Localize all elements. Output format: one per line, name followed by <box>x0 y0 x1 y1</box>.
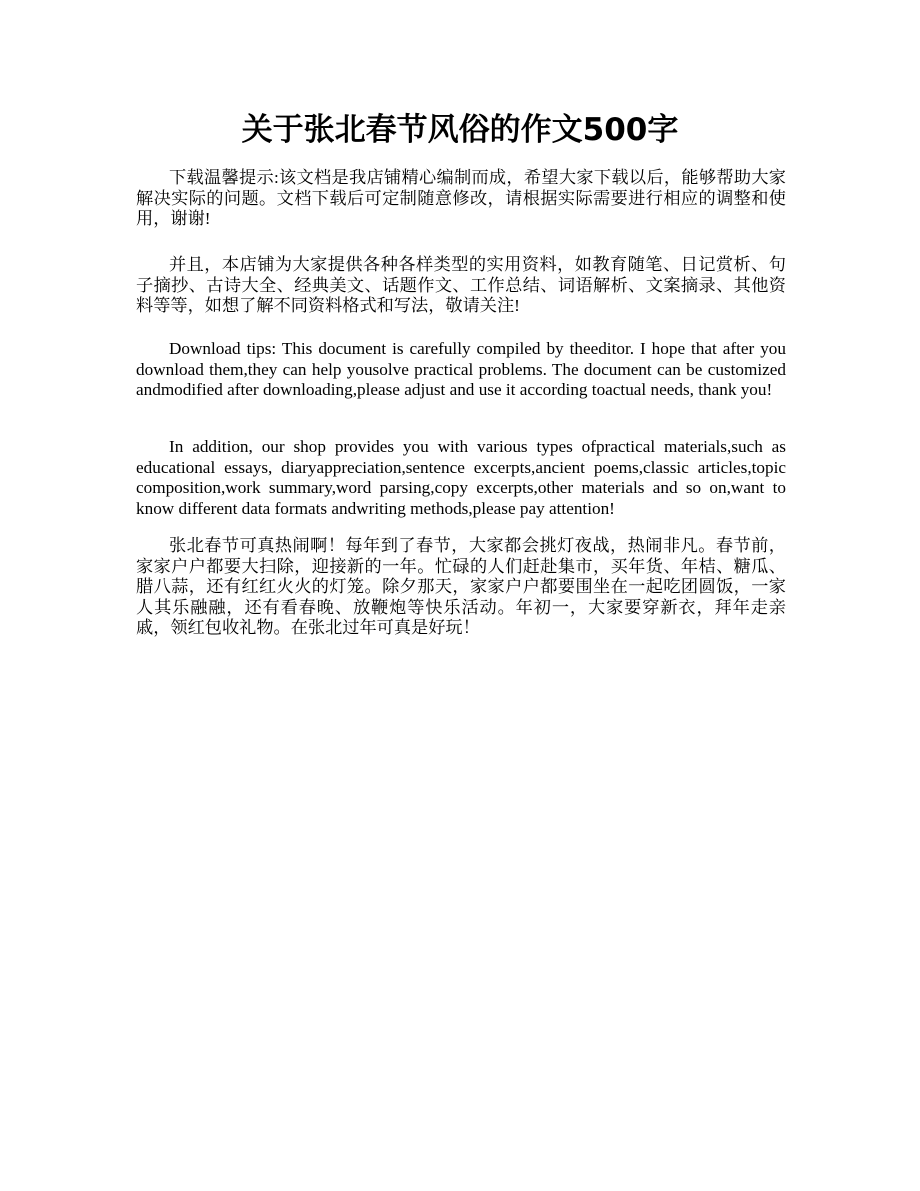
paragraph-shop-notice-cn: 并且，本店铺为大家提供各种各样类型的实用资料，如教育随笔、日记赏析、句子摘抄、古诗大全、经典美文、话题作文、工作总结、词语解析、文案摘录、其他资料等等，如想了解不同资料格式和写法，敬请关注! <box>136 255 786 316</box>
paragraph-essay-body: 张北春节可真热闹啊！每年到了春节，大家都会挑灯夜战，热闹非凡。春节前，家家户户都要大扫除，迎接新的一年。忙碌的人们赶赴集市，买年货、年桔、糖瓜、腊八蒜，还有红红火火的灯笼。除夕那天，家家户户都要围坐在一起吃团圆饭，一家人其乐融融，还有看春晚、放鞭炮等快乐活动。年初一，大家要穿新衣，拜年走亲戚，领红包收礼物。在张北过年可真是好玩！ <box>136 536 786 638</box>
document-title: 关于张北春节风俗的作文500字 <box>241 112 679 148</box>
paragraph-download-tip-en: Download tips: This document is carefully compiled by theeditor. I hope that after you download them,they can help yousolve practical problems. The document can be customized andmodified after downloading,please adjust and use it according toactual needs, thank you! <box>136 339 786 400</box>
paragraph-download-tip-cn: 下载温馨提示:该文档是我店铺精心编制而成，希望大家下载以后，能够帮助大家解决实际的问题。文档下载后可定制随意修改，请根据实际需要进行相应的调整和使用，谢谢! <box>136 168 786 229</box>
paragraph-shop-notice-en: In addition, our shop provides you with various types ofpractical materials,such as educational essays, diaryappreciation,sentence excerpts,ancient poems,classic articles,topic composition,work summary,word parsing,copy excerpts,other materials and so on,want to know different data formats andwriting methods,please pay attention! <box>136 437 786 518</box>
